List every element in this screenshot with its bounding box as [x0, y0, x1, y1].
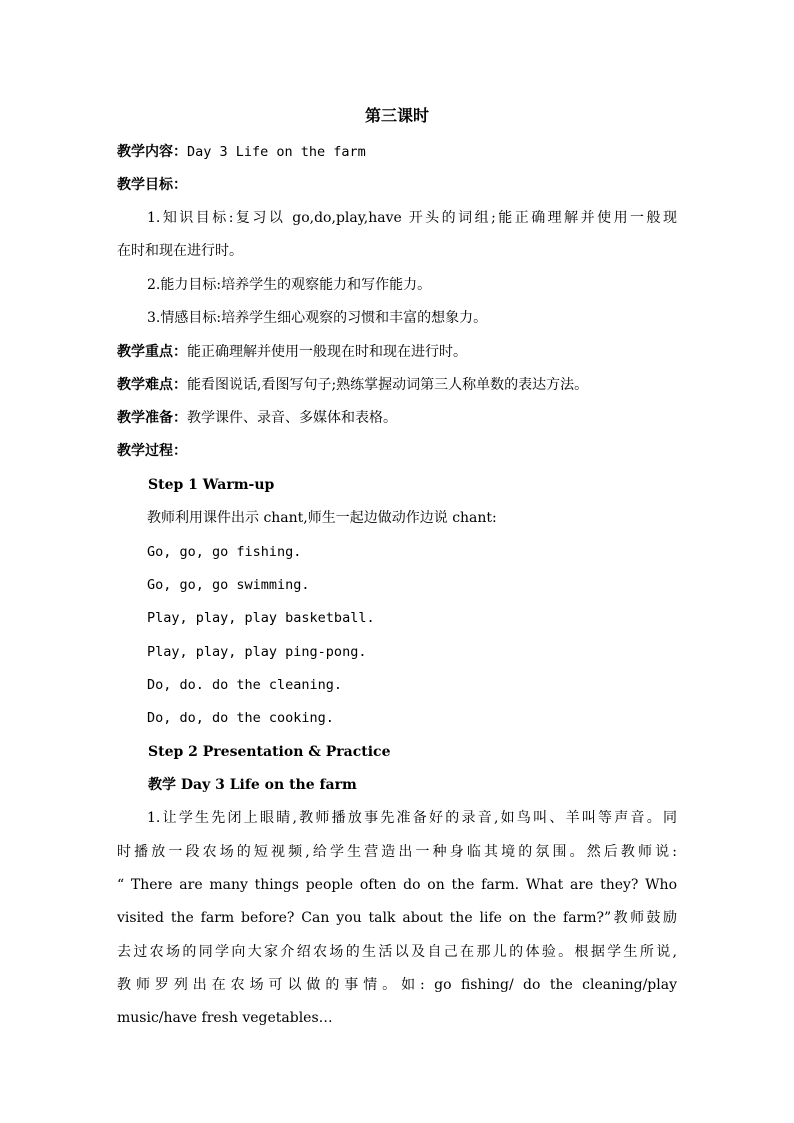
- step1-intro: 教师利用课件出示 chant,师生一起边做动作边说 chant:: [147, 510, 497, 526]
- process-label: 教学过程：: [117, 443, 187, 459]
- key-points-label: 教学重点：: [117, 344, 187, 360]
- paragraph-line: 教师罗列出在农场可以做的事情。如: go fishing/ do the cleaning/play: [117, 977, 677, 993]
- difficulties-value: 能看图说话,看图写句子;熟练掌握动词第三人称单数的表达方法。: [187, 377, 589, 393]
- chant-line: Do, do, do the cooking.: [147, 710, 334, 726]
- chant-line: Go, go, go fishing.: [147, 544, 302, 560]
- chant-line: Play, play, play ping-pong.: [147, 644, 367, 660]
- teaching-content-row: [117, 142, 366, 162]
- step2-heading: Step 2 Presentation & Practice: [148, 744, 391, 760]
- preparation-row: [117, 408, 397, 428]
- objectives-label: 教学目标：: [117, 177, 187, 193]
- teaching-content-label: 教学内容：: [117, 144, 187, 160]
- difficulties-row: [117, 375, 588, 395]
- step1-heading: Step 1 Warm-up: [148, 477, 275, 493]
- paragraph-line: visited the farm before? Can you talk about the life on the farm?”教师鼓励: [117, 910, 677, 926]
- objective-1-line-2: 在时和现在进行时。: [117, 243, 243, 259]
- key-points-row: [117, 342, 467, 362]
- paragraph-line: 时播放一段农场的短视频,给学生营造出一种身临其境的氛围。然后教师说:: [117, 844, 677, 860]
- objective-2: 2.能力目标:培养学生的观察能力和写作能力。: [147, 277, 432, 293]
- paragraph-line: 1.让学生先闭上眼睛,教师播放事先准备好的录音,如鸟叫、羊叫等声音。同: [147, 810, 677, 826]
- objective-1-line-1: 1.知识目标:复习以 go,do,play,have 开头的词组;能正确理解并使用一般现: [147, 210, 677, 226]
- objective-3: 3.情感目标:培养学生细心观察的习惯和丰富的想象力。: [147, 310, 488, 326]
- chant-line: Play, play, play basketball.: [147, 610, 375, 626]
- paragraph-line: music/have fresh vegetables…: [117, 1010, 333, 1026]
- chant-line: Do, do. do the cleaning.: [147, 677, 343, 693]
- preparation-label: 教学准备：: [117, 410, 187, 426]
- key-points-value: 能正确理解并使用一般现在时和现在进行时。: [187, 344, 467, 360]
- lesson-title: 第三课时: [364, 106, 429, 125]
- teaching-content-value: Day 3 Life on the farm: [187, 144, 366, 160]
- paragraph-line: “ There are many things people often do on the farm. What are they? Who: [117, 877, 677, 893]
- step2-subheading: 教学 Day 3 Life on the farm: [148, 777, 357, 793]
- chant-line: Go, go, go swimming.: [147, 577, 310, 593]
- difficulties-label: 教学难点：: [117, 377, 187, 393]
- paragraph-line: 去过农场的同学向大家介绍农场的生活以及自己在那儿的体验。根据学生所说,: [117, 944, 677, 960]
- preparation-value: 教学课件、录音、多媒体和表格。: [187, 410, 397, 426]
